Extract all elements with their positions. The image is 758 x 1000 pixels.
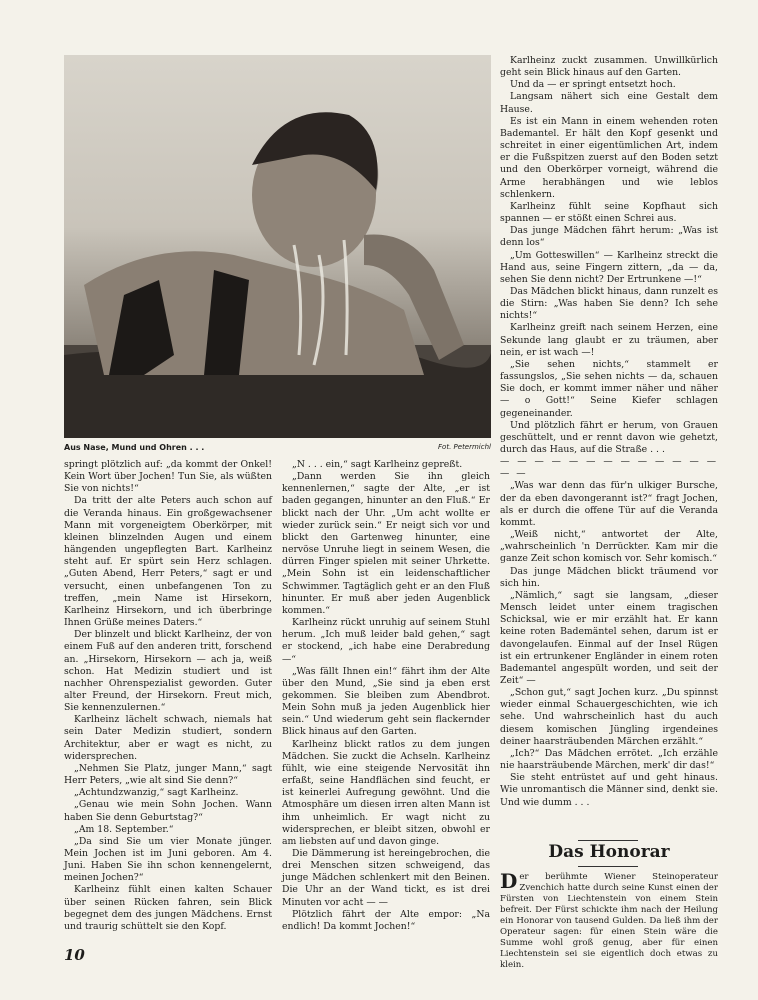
paragraph: „Dann werden Sie ihn gleich kennenlernen,“ sagte der Alte, „er ist baden gegangen, hinunter an den Fluß.“ Er blickt nach der Uhr. „Um acht wollte er wieder zurück sein.“ Er neigt sich vor und blickt den Gartenweg hinunter, eine nervöse Unruhe liegt in seinem Wesen, die dürren Finger spielen mit seiner Uhrkette. „Mein Sohn ist ein leidenschaftlicher Schwimmer. Tagtäglich geht er an den Fluß hinunter. Er muß aber jeden Augenblick kommen.“ (282, 471, 490, 616)
anecdote-title: Das Honorar (548, 842, 670, 862)
paragraph: Das junge Mädchen fährt herum: „Was ist denn los“ (500, 225, 718, 249)
paragraph: „Genau wie mein Sohn Jochen. Wann haben Sie denn Geburtstag?“ (64, 799, 272, 823)
paragraph: „Ich?“ Das Mädchen errötet. „Ich erzähle nie haarsträubende Märchen, merk' dir das!“ (500, 747, 718, 772)
anecdote-body: er berühmte Wiener Steinoperateur Zvenchich hatte durch seine Kunst einen der Fürsten von Liechtenstein von einem Stein befreit. Der Fürst schickte ihm nach der Heilung ein Honorar von tausend Gulden. Da ließ ihm der Operateur sagen: für einen Stein wäre die Summe wohl groß genug, aber für einen Liechtenstein sei sie eigentlich doch etwas zu klein. (500, 872, 718, 970)
photo-credit: Fot. Petermichl (438, 443, 491, 451)
paragraph: „Am 18. September.“ (74, 823, 174, 835)
story-column-2 (282, 459, 490, 933)
swimmer-illustration (64, 55, 491, 438)
paragraph: Langsam nähert sich eine Gestalt dem Hause. (500, 91, 718, 115)
paragraph: „Da sind Sie um vier Monate jünger. Mein Jochen ist im Juni geboren. Am 4. Juni. Haben Sie ihn schon kennengelernt, meinen Jochen?“ (64, 835, 272, 884)
paragraph: Sie steht entrüstet auf und geht hinaus. Wie unromantisch die Männer sind, denkt sie. Und wie dumm . . . (500, 772, 718, 808)
paragraph: Der blinzelt und blickt Karlheinz, der von einem Fuß auf den anderen tritt, forschend an. „Hirsekorn, Hirsekorn — ach ja, weiß schon. Hat Medizin studiert und ist nachher Ohrenspezialist geworden. Guter alter Freund, der Hirsekorn. Freut mich, Sie kennenzulernen.“ (64, 629, 272, 714)
story-column-1 (64, 459, 272, 933)
anecdote-text (500, 869, 718, 971)
paragraph: „Sie sehen nichts,“ stammelt er fassungslos, „Sie sehen nichts — da, schauen Sie doch, er kommt immer näher und näher — o Gott!“ Seine Kiefer schlagen gegeneinander. (500, 358, 718, 419)
paragraph: Das Mädchen blickt hinaus, dann runzelt es die Stirn: „Was haben Sie denn? Ich sehe nichts!“ (500, 285, 718, 322)
drop-cap: D (500, 869, 518, 893)
paragraph: „Um Gotteswillen“ — Karlheinz streckt die Hand aus, seine Fingern zittern, „da — da, sehen Sie denn nicht? Der Ertrunkene —!“ (500, 249, 718, 285)
paragraph: „Achtundzwanzig,“ sagt Karlheinz. (74, 787, 239, 799)
paragraph: Es ist ein Mann in einem wehenden roten Bademantel. Er hält den Kopf gesenkt und schreitet in einer eigentümlichen Art, indem er die Fußspitzen zuerst auf den Boden setzt und den Oberkörper vorneigt, während die Arme herabhängen und wie leblos schlenkern. (500, 115, 718, 200)
paragraph: Karlheinz lächelt schwach, niemals hat sein Dater Medizin studiert, sondern Architektur, aber er wagt es nicht, zu widersprechen. (64, 714, 272, 762)
paragraph: Karlheinz rückt unruhig auf seinem Stuhl herum. „Ich muß leider bald gehen,“ sagt er stockend, „ich habe eine Derabredung —“ (282, 617, 490, 665)
paragraph: „Was fällt Ihnen ein!“ fährt ihm der Alte über den Mund, „Sie sind ja eben erst gekommen. Sie bleiben zum Abendbrot. Mein Sohn muß ja jeden Augenblick hier sein.“ Und wiederum geht sein flackernder Blick hinaus auf den Garten. (282, 665, 490, 738)
paragraph: Karlheinz fühlt seine Kopfhaut sich spannen — er stößt einen Schrei aus. (500, 200, 718, 225)
paragraph: „N . . . ein,“ sagt Karlheinz gepreßt. (292, 459, 463, 470)
paragraph: Karlheinz greift nach seinem Herzen, eine Sekunde lang glaubt er zu träumen, aber nein, er ist wach —! (500, 322, 718, 358)
paragraph: — — — — — — — — — — — — — — — (500, 456, 718, 480)
story-column-3 (500, 55, 718, 809)
paragraph: Karlheinz fühlt einen kalten Schauer über seinen Rücken fahren, sein Blick begegnet dem des jungen Mädchens. Ernst und traurig schüttelt sie den Kopf. (64, 884, 272, 932)
paragraph: Die Dämmerung ist hereingebrochen, die drei Menschen sitzen schweigend, das junge Mädchen schlenkert mit den Beinen. Die Uhr an der Wand tickt, es ist drei Minuten vor acht — — (282, 848, 490, 908)
paragraph: Karlheinz blickt ratlos zu dem jungen Mädchen. Sie zuckt die Achseln. Karlheinz fühlt, wie eine steigende Nervosität ihn erfaßt, seine Handflächen sind feucht, er ist keinerlei Aufregung gewöhnt. Und die Atmosphäre um diesen irren alten Mann ist ihm unheimlich. Er wagt nicht zu widersprechen, er bleibt sitzen, obwohl er am liebsten auf und davon ginge. (282, 738, 490, 847)
heading-rule-top (578, 840, 638, 841)
paragraph: „Was war denn das für'n ulkiger Bursche, der da eben davongerannt ist?“ fragt Jochen, als er durch die offene Tür auf die Veranda kommt. (500, 480, 718, 528)
heading-rule-bottom (578, 866, 638, 867)
paragraph: Und da — er springt entsetzt hoch. (510, 79, 676, 91)
paragraph: Das junge Mädchen blickt träumend vor sich hin. (500, 565, 718, 589)
paragraph: Plötzlich fährt der Alte empor: „Na endlich! Da kommt Jochen!“ (282, 908, 490, 932)
paragraph: Und plötzlich fährt er herum, von Grauen geschüttelt, und er rennt davon wie gehetzt, durch das Haus, auf die Straße . . . (500, 419, 718, 455)
paragraph: „Nehmen Sie Platz, junger Mann,“ sagt Herr Peters, „wie alt sind Sie denn?“ (64, 762, 272, 787)
page-number: 10 (64, 946, 85, 964)
swimmer-photo (64, 55, 491, 438)
paragraph: Da tritt der alte Peters auch schon auf die Veranda hinaus. Ein großgewachsener Mann mit vorgeneigtem Oberkörper, mit kleinen blinzelnden Augen und einem hängenden ungepflegten Bart. Karlheinz steht auf. Er spürt sein Herz schlagen. „Guten Abend, Herr Peters,“ sagt er und versucht, einen unbefangenen Ton zu treffen, „mein Name ist Hirsekorn, Karlheinz Hirsekorn, und ich überbringe Ihnen Grüße meines Daters.“ (64, 495, 272, 629)
photo-caption (64, 441, 491, 455)
paragraph: „Nämlich,“ sagt sie langsam, „dieser Mensch leidet unter einem tragischen Schicksal, wie er mir erzählt hat. Er kann keine roten Bademäntel sehen, darum ist er davongelaufen. Einmal auf der Insel Rügen ist ein ertrunkener Engländer in einem roten Bademantel angespült worden, und seit der Zeit“ — (500, 589, 718, 686)
paragraph: Karlheinz zuckt zusammen. Unwillkürlich geht sein Blick hinaus auf den Garten. (500, 55, 718, 79)
paragraph: „Weiß nicht,“ antwortet der Alte, „wahrscheinlich 'n Derrückter. Kam mir die ganze Zeit schon komisch vor. Sehr komisch.“ (500, 529, 718, 565)
caption-text: Aus Nase, Mund und Ohren . . . (64, 443, 205, 452)
paragraph: „Schon gut,“ sagt Jochen kurz. „Du spinnst wieder einmal Schauergeschichten, wie ich sehe. Und wahrscheinlich hast du auch diesem komischen Jüngling irgendeines deiner haarsträubenden Märchen erzählt.“ (500, 687, 718, 747)
paragraph: springt plötzlich auf: „da kommt der Onkel! Kein Wort über Jochen! Tun Sie, als wüßten Sie von nichts!“ (64, 459, 272, 495)
